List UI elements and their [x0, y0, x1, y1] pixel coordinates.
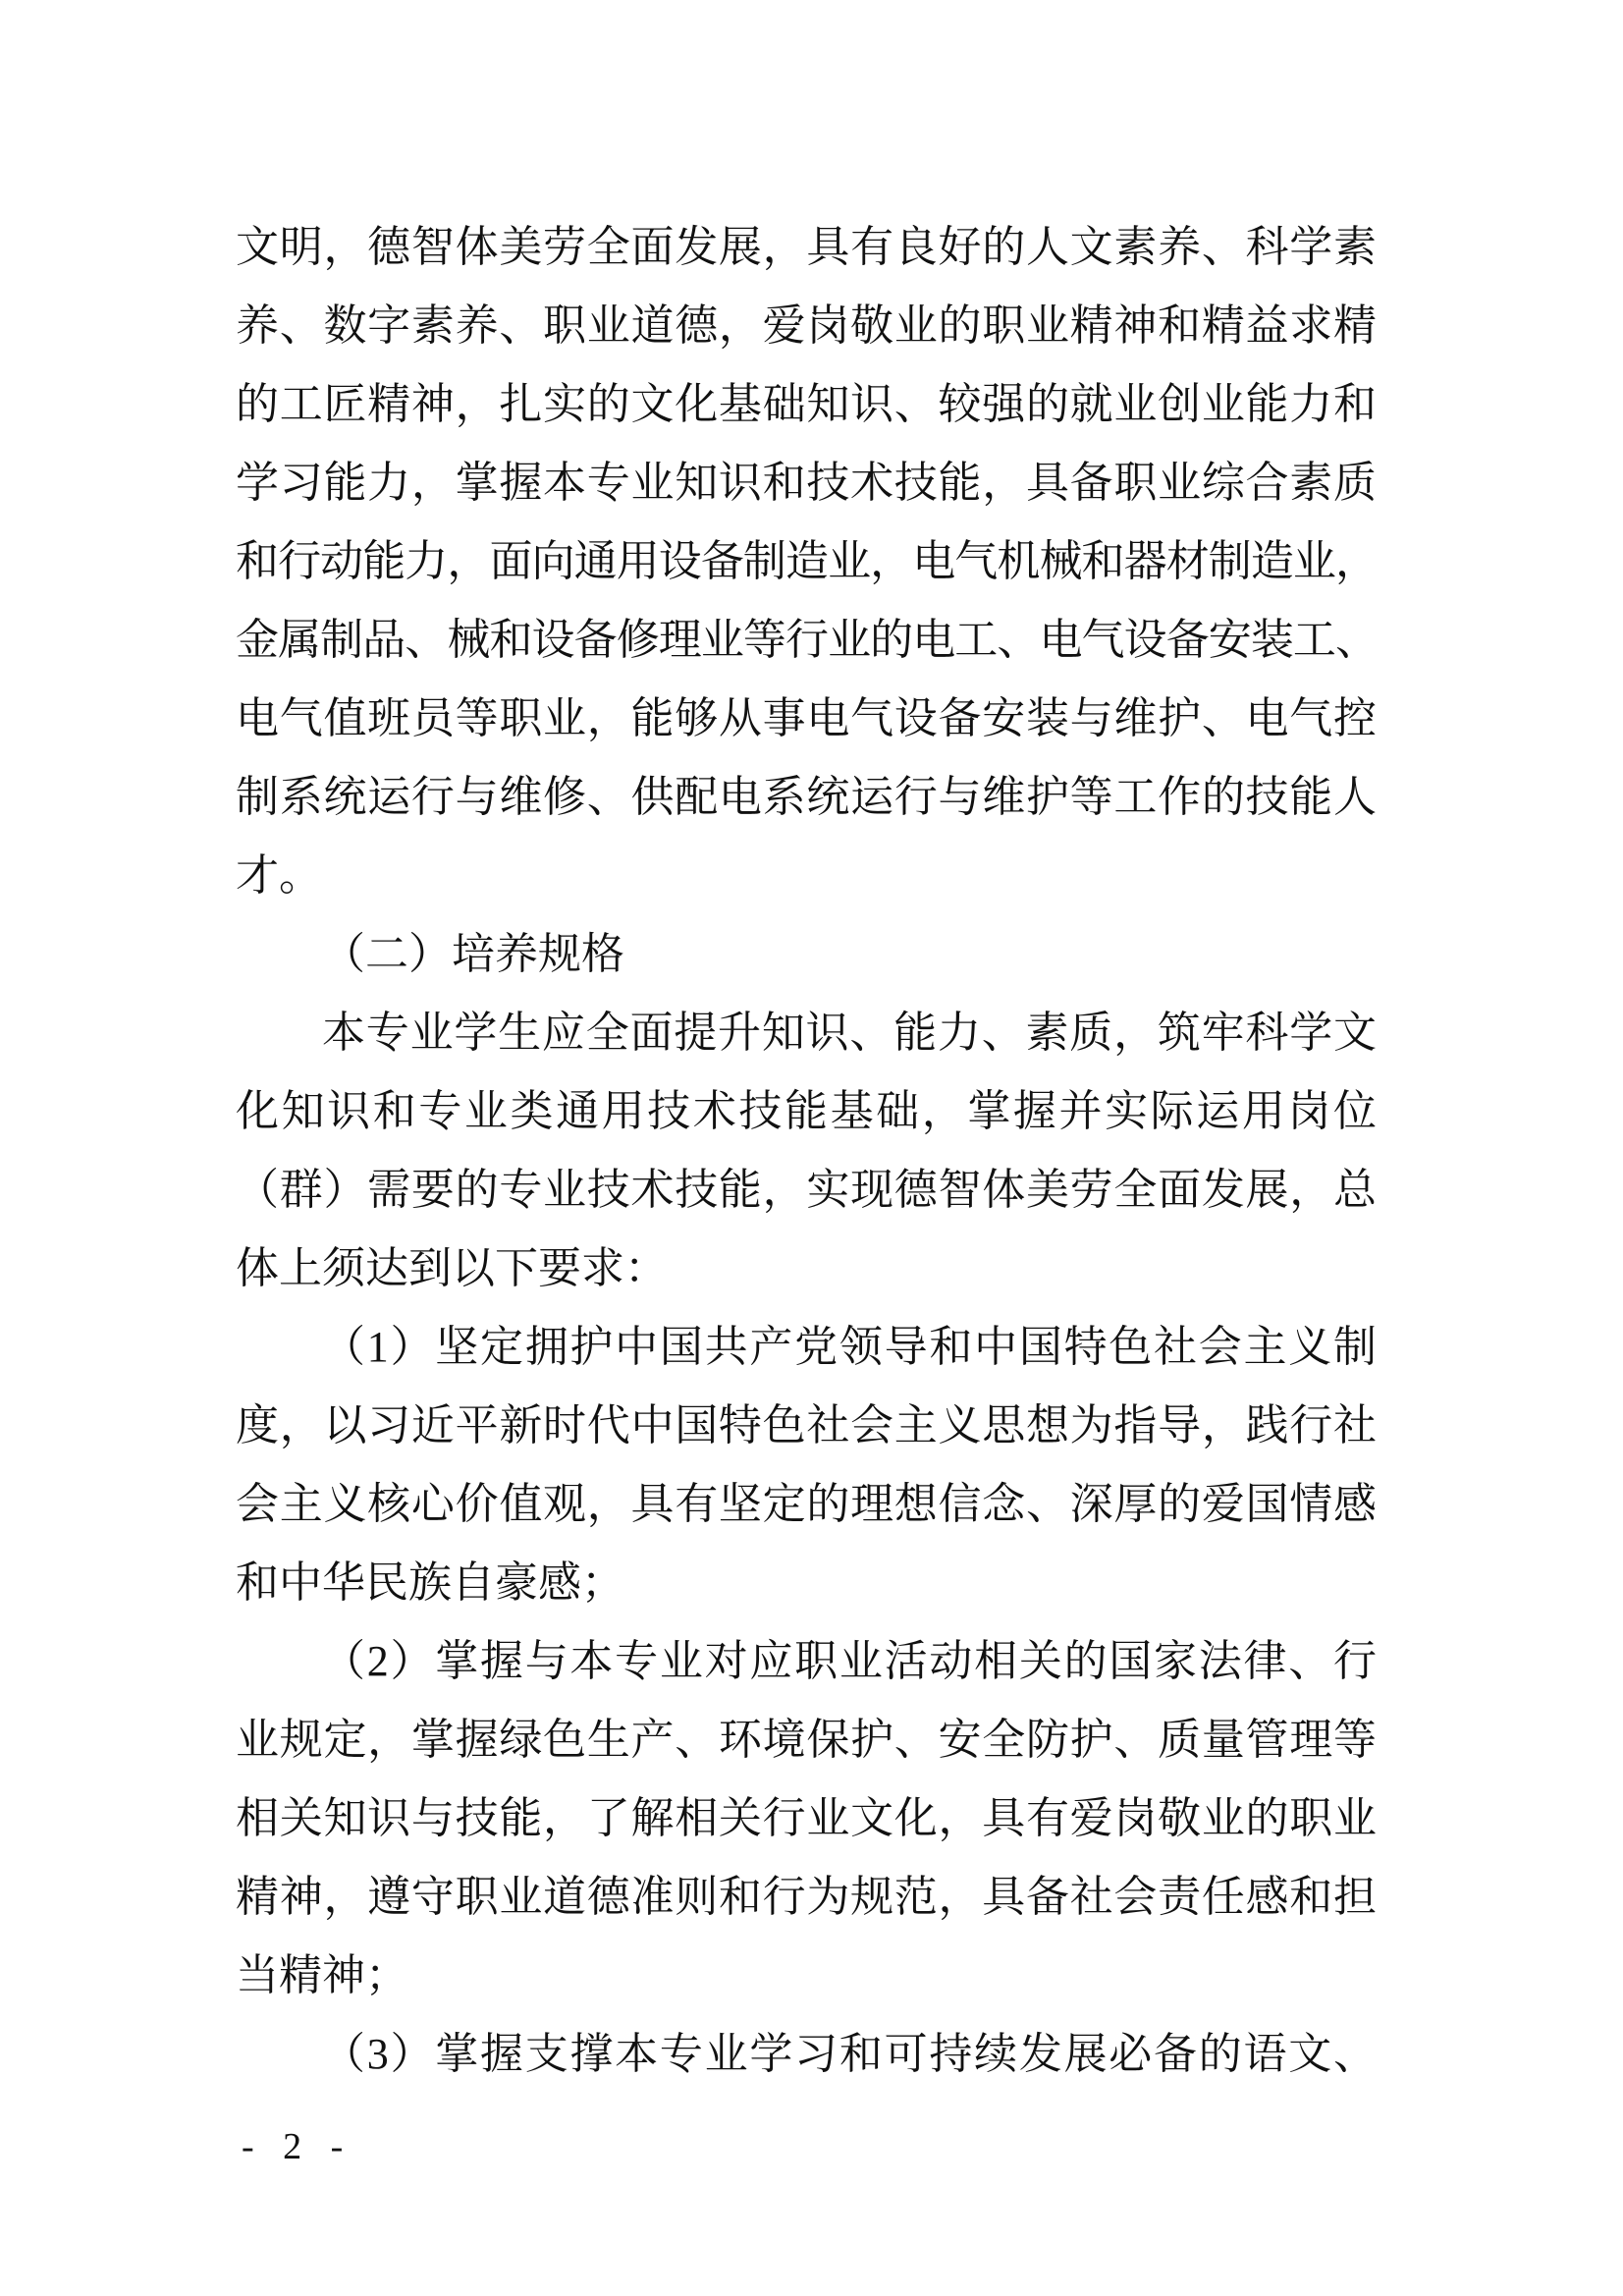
- page-body: [236, 208, 1377, 2094]
- text-line: 才。: [236, 851, 322, 900]
- text-line: 养、数字素养、职业道德，爱岗敬业的职业精神和精益求精: [236, 301, 1377, 350]
- text-line: （3）掌握支撑本专业学习和可持续发展必备的语文、: [322, 2030, 1377, 2078]
- section-heading: （二）培养规格: [322, 930, 624, 978]
- text-line: 当精神；: [236, 1951, 408, 1999]
- text-line: 学习能力，掌握本专业知识和技术技能，具备职业综合素质: [236, 459, 1377, 507]
- text-line: 化知识和专业类通用技术技能基础，掌握并实际运用岗位: [236, 1087, 1377, 1135]
- text-line: 相关知识与技能，了解相关行业文化，具有爱岗敬业的职业: [236, 1794, 1377, 1842]
- text-line: 会主义核心价值观，具有坚定的理想信念、深厚的爱国情感: [236, 1480, 1377, 1528]
- text-line: 业规定，掌握绿色生产、环境保护、安全防护、质量管理等: [236, 1716, 1377, 1764]
- text-line: 度，以习近平新时代中国特色社会主义思想为指导，践行社: [236, 1401, 1377, 1449]
- text-line: 金属制品、械和设备修理业等行业的电工、电气设备安装工、: [236, 616, 1377, 664]
- text-line: 本专业学生应全面提升知识、能力、素质，筑牢科学文: [322, 1009, 1377, 1057]
- text-line: （群）需要的专业技术技能，实现德智体美劳全面发展，总: [236, 1166, 1377, 1214]
- page-number: - 2 -: [242, 2126, 353, 2167]
- text-line: 体上须达到以下要求：: [236, 1244, 668, 1292]
- text-line: 文明，德智体美劳全面发展，具有良好的人文素养、科学素: [236, 223, 1377, 271]
- text-line: 制系统运行与维修、供配电系统运行与维护等工作的技能人: [236, 773, 1377, 821]
- text-line: （1）坚定拥护中国共产党领导和中国特色社会主义制: [322, 1323, 1377, 1371]
- text-line: 的工匠精神，扎实的文化基础知识、较强的就业创业能力和: [236, 380, 1377, 428]
- text-line: （2）掌握与本专业对应职业活动相关的国家法律、行: [322, 1637, 1377, 1685]
- text-line: 和行动能力，面向通用设备制造业，电气机械和器材制造业，: [236, 537, 1377, 585]
- text-line: 电气值班员等职业，能够从事电气设备安装与维护、电气控: [236, 694, 1377, 742]
- text-line: 和中华民族自豪感；: [236, 1558, 624, 1607]
- text-line: 精神，遵守职业道德准则和行为规范，具备社会责任感和担: [236, 1873, 1377, 1921]
